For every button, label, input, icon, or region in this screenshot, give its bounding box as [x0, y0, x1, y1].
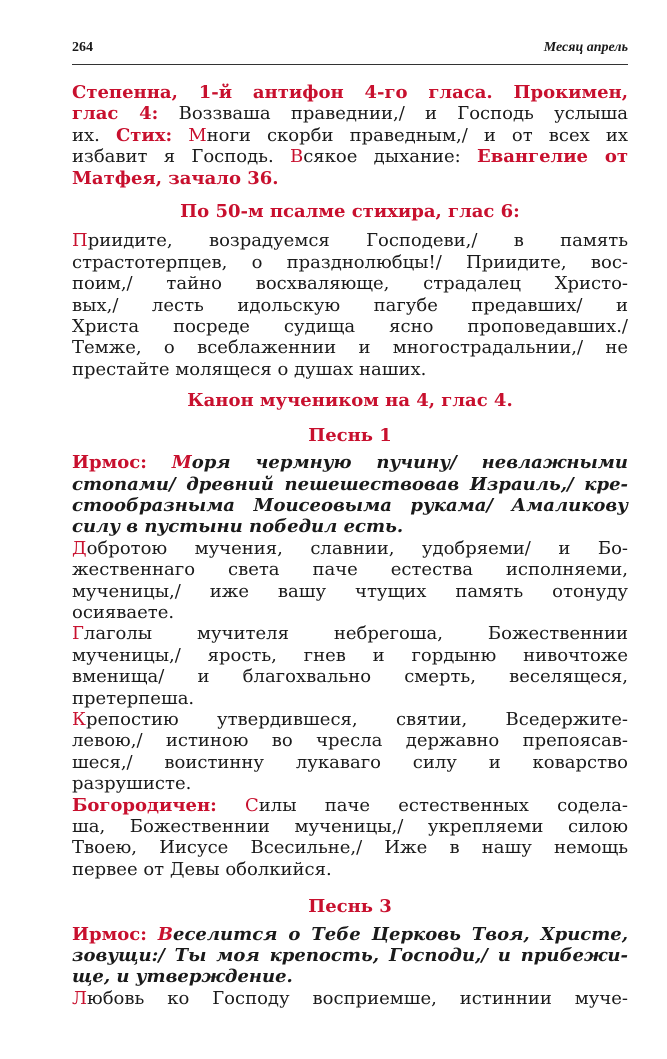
page-number: 264 [72, 40, 93, 55]
song-1-theotokion [72, 795, 628, 881]
intro-line-1: Степенна, 1-й антифон 4-го гласа. Прокимен, [72, 82, 628, 103]
intro-line-3: их. Стих: Многи скорби праведным,/ и от всех их [72, 124, 629, 146]
song-3-heading: Песнь 3 [308, 896, 392, 918]
page-body [72, 82, 628, 1009]
intro-line-5: Матфея, зачало 36. [72, 167, 279, 189]
song-3-irmos [72, 924, 628, 988]
irmos-3-line-1: Ирмос: Веселится о Тебе Церковь Твоя, Христе, [72, 923, 629, 945]
theotokion-line: первее от Девы оболкийся. [72, 858, 332, 880]
theotokion-line: ша, Божественнии мученицы,/ укрепляеми силою [72, 816, 628, 837]
irmos-1-line-2: стопами/ древний пешешествовав Израиль,/ кре- [72, 473, 628, 495]
stichera-line-1: Приидите, возрадуемся Господеви,/ в память [72, 230, 628, 252]
troparion-line: разрушисте. [72, 773, 192, 795]
stichera-line-5: Христа посреде судища ясно проповедавших./ [72, 316, 628, 338]
stichera-heading: По 50-м псалме стихира, глас 6: [180, 201, 520, 223]
troparion-line: вменища/ и благохвально смерть, веселящеся, [72, 666, 628, 688]
page-header [72, 40, 628, 62]
theotokion-line: Богородичен: Силы паче естественных содела- [72, 794, 628, 816]
irmos-1-line-3: стообразныма Моисеовыма рукама/ Амаликову [72, 494, 628, 516]
troparion-line: мученицы,/ иже вашу чтущих память отонуду [72, 580, 628, 602]
irmos-3-line-3: ще, и утверждение. [72, 966, 293, 988]
troparion-line: Глаголы мучителя небрегоша, Божественнии [72, 623, 628, 645]
stichera-paragraph [72, 230, 628, 380]
theotokion-line: Твоею, Иисусе Всесильне,/ Иже в нашу немощь [72, 837, 628, 859]
intro-paragraph [72, 82, 628, 189]
stichera-line-2: страстотерпцев, о празднолюбцы!/ Приидите, вос- [72, 251, 628, 273]
stichera-line-6: Темже, о всеблаженнии и многострадальнии,/ не [72, 337, 628, 359]
troparion-line: мученицы,/ ярость, гнев и гордыню нивочтоже [72, 644, 628, 666]
irmos-3-line-2: зовущи:/ Ты моя крепость, Господи,/ и прибежи- [72, 945, 628, 967]
irmos-1-line-4: силу в пустыни победил есть. [72, 516, 404, 538]
song-1-heading: Песнь 1 [308, 424, 392, 446]
song-1-troparion-1 [72, 538, 628, 624]
troparion-line: претерпеша. [72, 687, 195, 709]
troparion-line: осияваете. [72, 601, 175, 623]
troparion-line: Добротою мучения, славнии, удобряеми/ и Бо- [72, 537, 628, 559]
troparion-line: Крепостию утвердившеся, святии, Вседержите- [72, 708, 628, 730]
stichera-line-4: вых,/ лесть идольскую пагубе предавших/ и [72, 294, 628, 316]
song-1-troparion-3 [72, 709, 628, 795]
troparion-line: левою,/ истиною во чресла державно препоясав- [72, 730, 628, 752]
stichera-line-3: поим,/ тайно восхваляюще, страдалец Христо- [72, 273, 628, 295]
song-1-irmos [72, 452, 628, 538]
header-rule [72, 64, 628, 65]
running-title: Месяц апрель [543, 40, 628, 55]
song-1-troparion-2 [72, 623, 628, 709]
drop-letter: П [72, 230, 88, 252]
intro-line-2: глас 4: Воззваша праведнии,/ и Господь услыша [72, 103, 629, 125]
song-3-troparion-1 [72, 988, 628, 1009]
troparion-line: Любовь ко Господу восприемше, истиннии муче- [72, 987, 628, 1009]
troparion-line: шеся,/ воистинну лукаваго силу и коварство [72, 751, 628, 773]
canon-heading: Канон мучеником на 4, глас 4. [187, 390, 513, 412]
irmos-1-line-1: Ирмос: Моря чермную пучину/ невлажными [72, 452, 628, 474]
troparion-line: жественнаго света паче естества исполняеми, [72, 559, 628, 581]
stichera-line-7: престайте молящеся о душах наших. [72, 358, 427, 380]
intro-line-4: избавит я Господь. Всякое дыхание: Евангелие от [72, 146, 629, 168]
